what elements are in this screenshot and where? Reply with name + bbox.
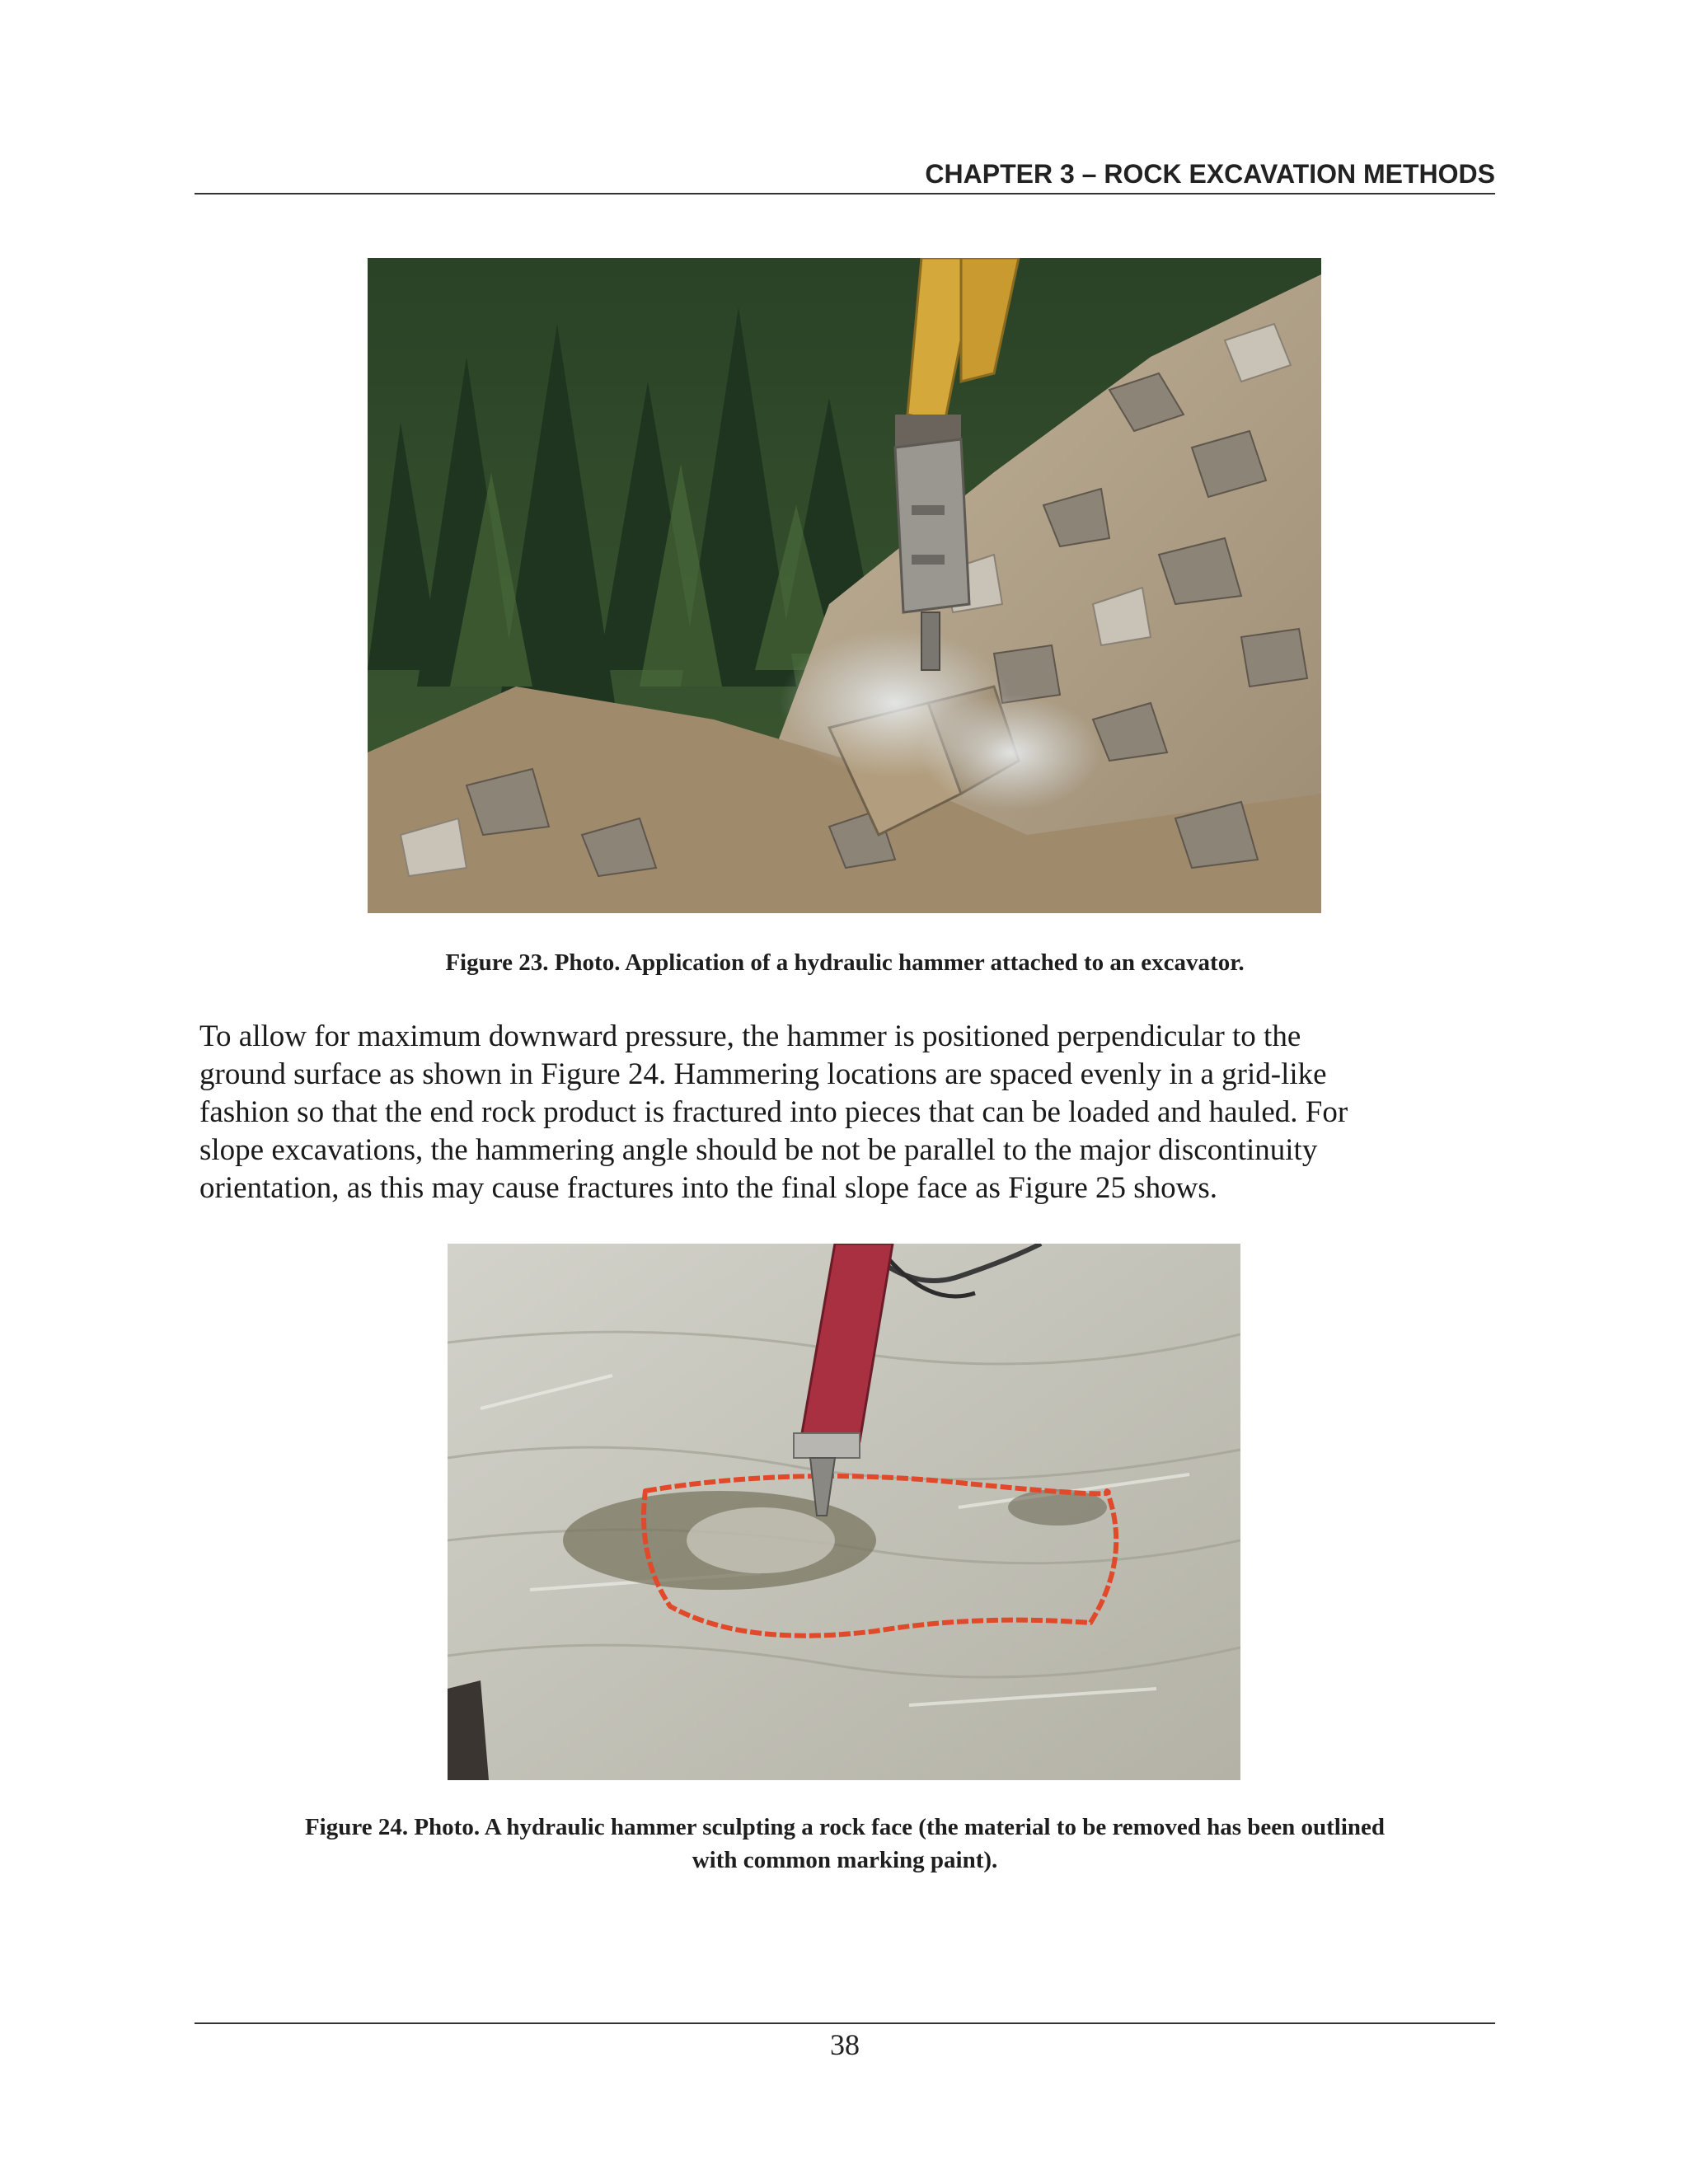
figure-24-caption xyxy=(195,1811,1495,1877)
figure-24-caption-line: Figure 24. Photo. A hydraulic hammer sculpting a rock face (the material to be removed has been outlined xyxy=(304,1814,1386,1840)
body-line: orientation, as this may cause fractures into the final slope face as Figure 25 shows. xyxy=(199,1171,1218,1205)
figure-24-caption-line: with common marking paint). xyxy=(692,1847,998,1873)
footer-rule xyxy=(195,2022,1495,2024)
body-line: ground surface as shown in Figure 24. Hammering locations are spaced evenly in a grid-like xyxy=(199,1057,1327,1091)
figure-24-illustration xyxy=(448,1244,1240,1780)
figure-23-photo xyxy=(368,258,1321,913)
header-rule xyxy=(195,193,1495,194)
figure-23-illustration xyxy=(368,258,1321,913)
running-header: CHAPTER 3 – ROCK EXCAVATION METHODS xyxy=(925,159,1495,189)
body-paragraph xyxy=(199,1018,1502,1207)
figure-23-caption: Figure 23. Photo. Application of a hydraulic hammer attached to an excavator. xyxy=(445,949,1245,976)
page-number: 38 xyxy=(830,2028,860,2061)
body-line: slope excavations, the hammering angle should be not be parallel to the major discontinuity xyxy=(199,1133,1318,1167)
body-line: To allow for maximum downward pressure, the hammer is positioned perpendicular to the xyxy=(199,1019,1301,1053)
body-line: fashion so that the end rock product is fractured into pieces that can be loaded and hauled. For xyxy=(199,1095,1348,1129)
figure-24-photo xyxy=(448,1244,1240,1780)
